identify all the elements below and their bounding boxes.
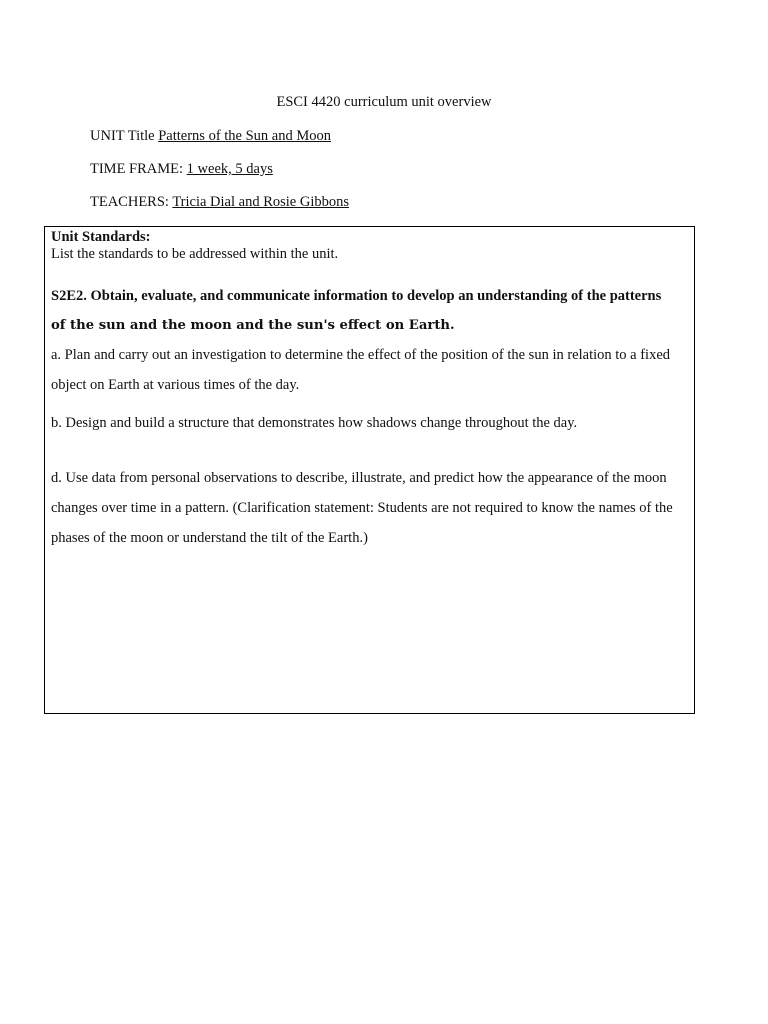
unit-standards-instruction: List the standards to be addressed within the unit. xyxy=(51,246,339,262)
time-frame-value: 1 week, 5 days xyxy=(186,161,273,177)
standard-item-a: a. Plan and carry out an investigation to determine the effect of the position of the sun in relation to a fixed object on Earth at various times of the day. xyxy=(51,347,671,393)
standard-item-d: d. Use data from personal observations to describe, illustrate, and predict how the appearance of the moon changes over time in a pattern. (Clarification statement: Students are not required to know the names of the phases of the moon or understand the tilt of the Earth.) xyxy=(51,470,673,546)
teachers-line xyxy=(90,193,349,211)
standard-s2e2 xyxy=(51,281,691,341)
teachers-label: TEACHERS: xyxy=(90,194,173,210)
document-title: ESCI 4420 curriculum unit overview xyxy=(276,94,492,110)
time-frame-label: TIME FRAME: xyxy=(90,161,187,177)
unit-standards-box xyxy=(44,226,695,714)
standard-item-b: b. Design and build a structure that demonstrates how shadows change throughout the day. xyxy=(51,415,578,431)
unit-title-label: UNIT Title xyxy=(90,128,159,144)
time-frame-line xyxy=(90,160,273,178)
standard-s2e2-line1: S2E2. Obtain, evaluate, and communicate information to develop an understanding of the patterns xyxy=(51,288,662,304)
unit-standards-heading: Unit Standards: xyxy=(51,229,151,245)
unit-title-line xyxy=(90,127,331,145)
teachers-value: Tricia Dial and Rosie Gibbons xyxy=(172,194,350,210)
unit-title-value: Patterns of the Sun and Moon xyxy=(158,128,332,144)
standard-s2e2-line2: of the sun and the moon and the sun's effect on Earth. xyxy=(51,318,455,333)
